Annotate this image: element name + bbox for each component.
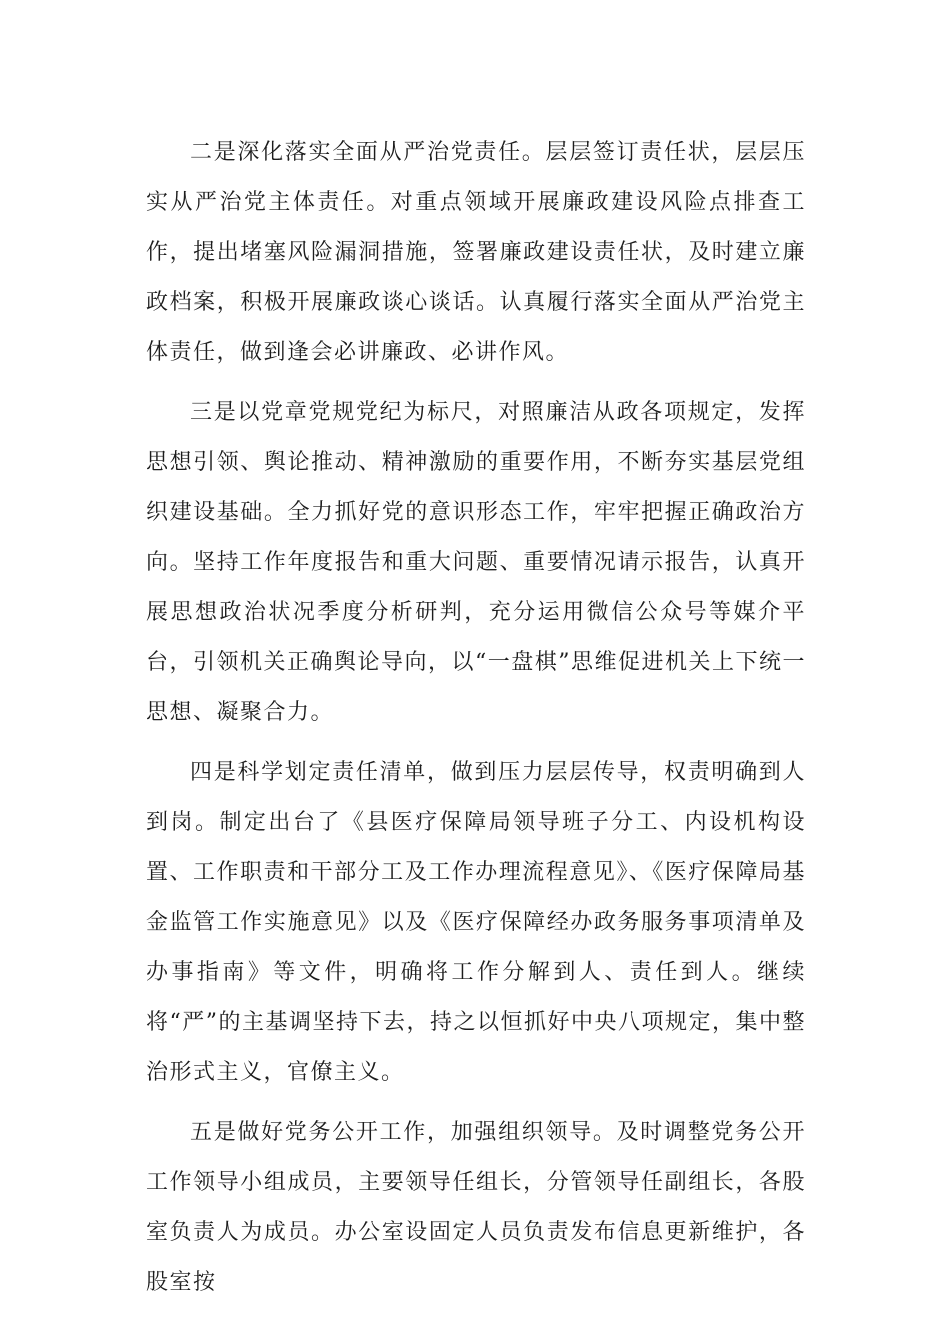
paragraph-4: 四是科学划定责任清单，做到压力层层传导，权责明确到人到岗。制定出台了《县医疗保障局领导班子分工、内设机构设置、工作职责和干部分工及工作办理流程意见》、《医疗保障局基金监管工作实施意见》以及《医疗保障经办政务服务事项清单及办事指南》等文件，明确将工作分解到人、责任到人。继续将“严”的主基调坚持下去，持之以恒抓好中央八项规定，集中整治形式主义，官僚主义。 xyxy=(146,760,806,1085)
document-body xyxy=(146,128,806,1318)
paragraph-5: 五是做好党务公开工作，加强组织领导。及时调整党务公开工作领导小组成员，主要领导任组长，分管领导任副组长，各股室负责人为成员。办公室设固定人员负责发布信息更新维护，各股室按 xyxy=(146,1120,806,1295)
paragraph-2: 二是深化落实全面从严治党责任。层层签订责任状，层层压实从严治党主体责任。对重点领域开展廉政建设风险点排查工作，提出堵塞风险漏洞措施，签署廉政建设责任状，及时建立廉政档案，积极开展廉政谈心谈话。认真履行落实全面从严治党主体责任，做到逢会必讲廉政、必讲作风。 xyxy=(146,140,806,365)
paragraph-3: 三是以党章党规党纪为标尺，对照廉洁从政各项规定，发挥思想引领、舆论推动、精神激励的重要作用，不断夯实基层党组织建设基础。全力抓好党的意识形态工作，牢牢把握正确政治方向。坚持工作年度报告和重大问题、重要情况请示报告，认真开展思想政治状况季度分析研判，充分运用微信公众号等媒介平台，引领机关正确舆论导向，以“一盘棋”思维促进机关上下统一思想、凝聚合力。 xyxy=(146,400,806,725)
